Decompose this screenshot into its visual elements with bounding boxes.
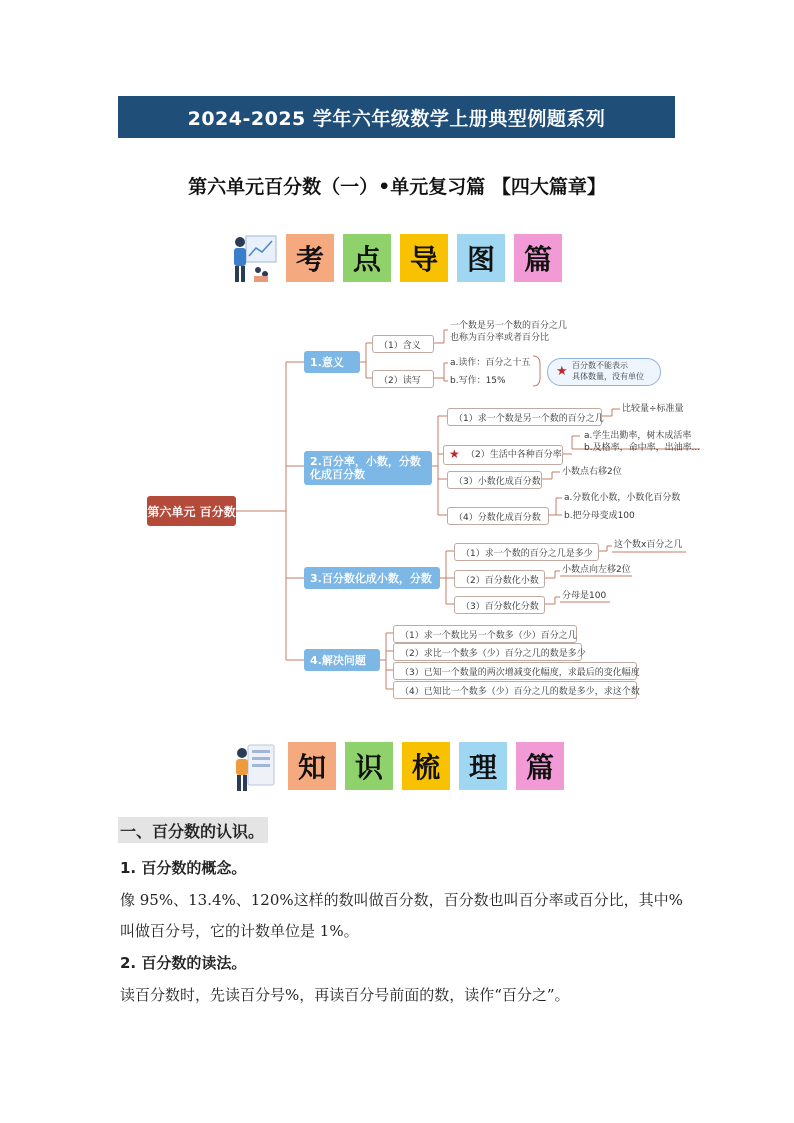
tile-pian: 篇 [514,234,562,282]
node-percent-to-fraction: （3）百分数化分数 [454,596,545,614]
tile-shi: 识 [345,742,393,790]
note-bubble [547,358,661,386]
branch-to-percent [304,451,432,485]
node-decimal-to-percent: （3）小数化成百分数 [447,471,542,489]
point2-line1: 读百分数时，先读百分号%，再读百分号前面的数，读作“百分之”。 [120,986,570,1004]
tile-kao: 考 [286,234,334,282]
banner-title: 2024-2025 学年六年级数学上册典型例题系列 [118,96,675,138]
board-illustration-icon [228,741,278,793]
node-problem-4: （4）已知比一个数多（少）百分之几的数是多少，求这个数 [393,681,637,699]
leaf-fraction-to-percent-1: a.分数化小数，小数化百分数 [564,493,681,503]
leaf-definition-1: 一个数是另一个数的百分之几 [450,321,568,331]
leaf-read: a.读作：百分之十五 [450,358,531,368]
section-heading: 一、百分数的认识。 [118,817,268,843]
branch-to-percent-line1: 2.百分率，小数，分数 [310,455,421,468]
node-find-part: （1）求一个数的百分之几是多少 [454,543,599,561]
node-definition: （1）含义 [372,335,434,353]
star-icon: ★ [556,364,568,379]
node-fraction-to-percent: （4）分数化成百分数 [447,507,549,525]
node-problem-2: （2）求比一个数多（少）百分之几的数是多少 [393,643,582,661]
leaf-find-percent: 比较量÷标准量 [622,404,684,414]
leaf-life-rates-2: b.及格率，命中率，出油率... [584,443,701,453]
branch-percent-to: 3.百分数化成小数，分数 [304,567,440,589]
note-line-2: 具体数量，没有单位 [572,372,644,381]
leaf-fraction-to-percent-2: b.把分母变成100 [564,511,635,521]
leaf-find-part: 这个数x百分之几 [614,540,683,550]
tile-zhi: 知 [288,742,336,790]
branch-solve-problems: 4.解决问题 [304,649,380,671]
point1-line1: 像 95%、13.4%、120%这样的数叫做百分数，百分数也叫百分率或百分比，其中% [120,891,683,909]
mindmap-root: 第六单元 百分数 [147,496,236,526]
tile-li: 理 [459,742,507,790]
node-problem-1: （1）求一个数比另一个数多（少）百分之几 [393,625,577,643]
node-problem-3: （3）已知一个数量的两次增减变化幅度，求最后的变化幅度 [393,662,637,680]
node-life-rates [443,445,563,465]
star-icon: ★ [449,447,460,461]
tile-dao: 导 [400,234,448,282]
node-percent-to-decimal: （2）百分数化小数 [454,570,545,588]
point1-line2: 叫做百分号，它的计数单位是 1%。 [120,922,359,940]
page-subtitle: 第六单元百分数（一）•单元复习篇 【四大篇章】 [188,176,606,198]
leaf-definition-2: 也称为百分率或者百分比 [450,333,550,343]
leaf-life-rates-1: a.学生出勤率，树木成活率 [584,431,692,441]
node-read-write: （2）读写 [372,370,434,388]
tile-dian: 点 [343,234,391,282]
leaf-write: b.写作：15% [450,376,506,386]
tile-shu: 梳 [402,742,450,790]
tile-tu: 图 [457,234,505,282]
node-find-percent: （1）求一个数是另一个数的百分之几 [447,408,602,426]
tile-pian-2: 篇 [516,742,564,790]
branch-to-percent-line2: 化成百分数 [310,468,365,481]
branch-meaning: 1.意义 [304,351,360,373]
leaf-percent-to-decimal: 小数点向左移2位 [562,565,631,575]
leaf-percent-to-fraction: 分母是100 [562,591,607,601]
note-line-1: 百分数不能表示 [572,361,628,370]
node-life-rates-label: （2）生活中各种百分率 [466,450,562,460]
leaf-decimal-to-percent: 小数点右移2位 [562,467,622,477]
point1-title: 1. 百分数的概念。 [120,859,247,877]
point2-title: 2. 百分数的读法。 [120,954,247,972]
